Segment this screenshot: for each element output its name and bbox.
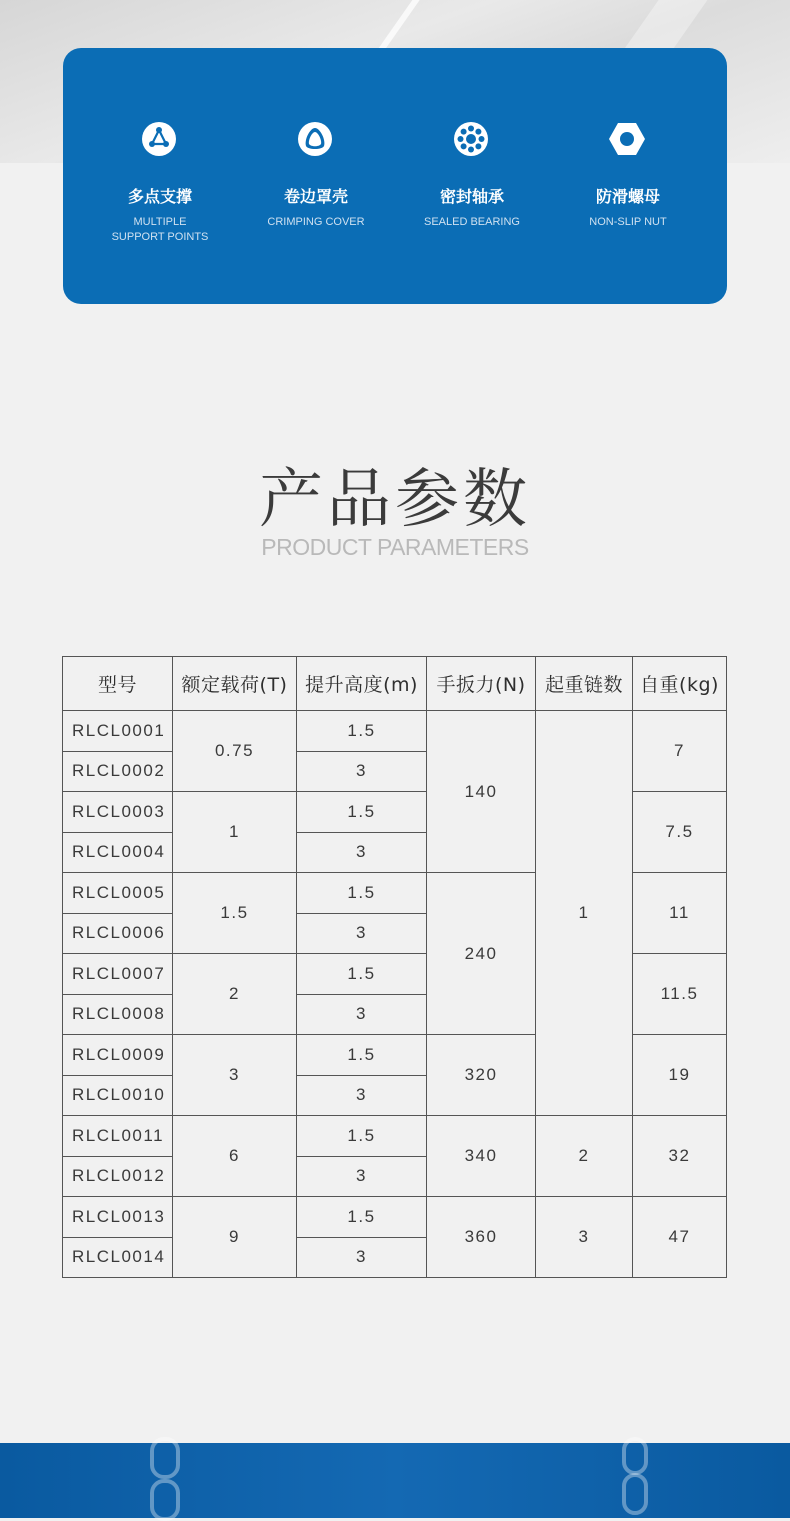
lift-height-cell: 3 [297,751,427,792]
feature-card [63,48,727,304]
header-rated-load: 额定载荷(T) [173,657,297,711]
lift-height-cell: 3 [297,1156,427,1197]
lift-height-cell: 1.5 [297,792,427,833]
weight-cell: 11 [633,873,727,954]
chain-count-cell: 1 [536,711,633,1116]
weight-cell: 32 [633,1116,727,1197]
rated-load-cell: 1 [173,792,297,873]
feature-title-en: CRIMPING COVER [267,216,365,228]
table-row [63,1116,727,1157]
chain-link-icon [150,1479,180,1521]
hand-force-cell: 140 [427,711,536,873]
lift-height-cell: 1.5 [297,1035,427,1076]
lift-height-cell: 1.5 [297,873,427,914]
model-cell: RLCL0001 [63,711,173,752]
chain-link-icon [622,1473,648,1515]
hand-force-cell: 320 [427,1035,536,1116]
model-cell: RLCL0005 [63,873,173,914]
header-lift-height: 提升高度(m) [297,657,427,711]
lift-height-cell: 3 [297,913,427,954]
lift-height-cell: 1.5 [297,1116,427,1157]
header-chain-count: 起重链数 [536,657,633,711]
feature-title-en: SEALED BEARING [424,216,520,228]
table-row [63,1197,727,1238]
lift-height-cell: 1.5 [297,711,427,752]
rated-load-cell: 6 [173,1116,297,1197]
weight-cell: 7 [633,711,727,792]
model-cell: RLCL0007 [63,954,173,995]
feature-title-en: NON-SLIP NUT [589,216,667,228]
model-cell: RLCL0002 [63,751,173,792]
model-cell: RLCL0008 [63,994,173,1035]
rated-load-cell: 2 [173,954,297,1035]
hand-force-cell: 340 [427,1116,536,1197]
lift-height-cell: 3 [297,1075,427,1116]
chain-count-cell: 2 [536,1116,633,1197]
lift-height-cell: 3 [297,832,427,873]
lift-height-cell: 1.5 [297,1197,427,1238]
feature-title-cn: 密封轴承 [439,187,504,206]
weight-cell: 7.5 [633,792,727,873]
footer-band [0,1443,790,1518]
header-hand-force: 手扳力(N) [427,657,536,711]
lift-height-cell: 3 [297,994,427,1035]
feature-title-cn: 多点支撑 [127,187,192,206]
crimping-icon [296,120,334,158]
model-cell: RLCL0012 [63,1156,173,1197]
hex-nut-icon [608,120,646,158]
rated-load-cell: 9 [173,1197,297,1278]
weight-cell: 47 [633,1197,727,1278]
model-cell: RLCL0004 [63,832,173,873]
model-cell: RLCL0009 [63,1035,173,1076]
lift-height-cell: 3 [297,1237,427,1278]
weight-cell: 11.5 [633,954,727,1035]
model-cell: RLCL0014 [63,1237,173,1278]
model-cell: RLCL0013 [63,1197,173,1238]
model-cell: RLCL0003 [63,792,173,833]
feature-title-en: MULTIPLE SUPPORT POINTS [111,216,209,243]
bearing-icon [452,120,490,158]
model-cell: RLCL0006 [63,913,173,954]
model-cell: RLCL0010 [63,1075,173,1116]
feature-title-cn: 防滑螺母 [595,187,660,206]
table-header-row [63,657,727,711]
chain-link-icon [150,1437,180,1479]
rated-load-cell: 0.75 [173,711,297,792]
feature-title-cn: 卷边罩壳 [283,187,348,206]
section-title: 产品参数 [259,463,531,537]
rated-load-cell: 3 [173,1035,297,1116]
weight-cell: 19 [633,1035,727,1116]
model-cell: RLCL0011 [63,1116,173,1157]
chain-link-icon [622,1437,648,1475]
parameters-table [62,656,727,1278]
multipoint-icon [140,120,178,158]
header-weight: 自重(kg) [633,657,727,711]
hand-force-cell: 360 [427,1197,536,1278]
rated-load-cell: 1.5 [173,873,297,954]
table-row [63,711,727,752]
lift-height-cell: 1.5 [297,954,427,995]
chain-count-cell: 3 [536,1197,633,1278]
section-subtitle: PRODUCT PARAMETERS [261,534,529,560]
hand-force-cell: 240 [427,873,536,1035]
header-model: 型号 [63,657,173,711]
